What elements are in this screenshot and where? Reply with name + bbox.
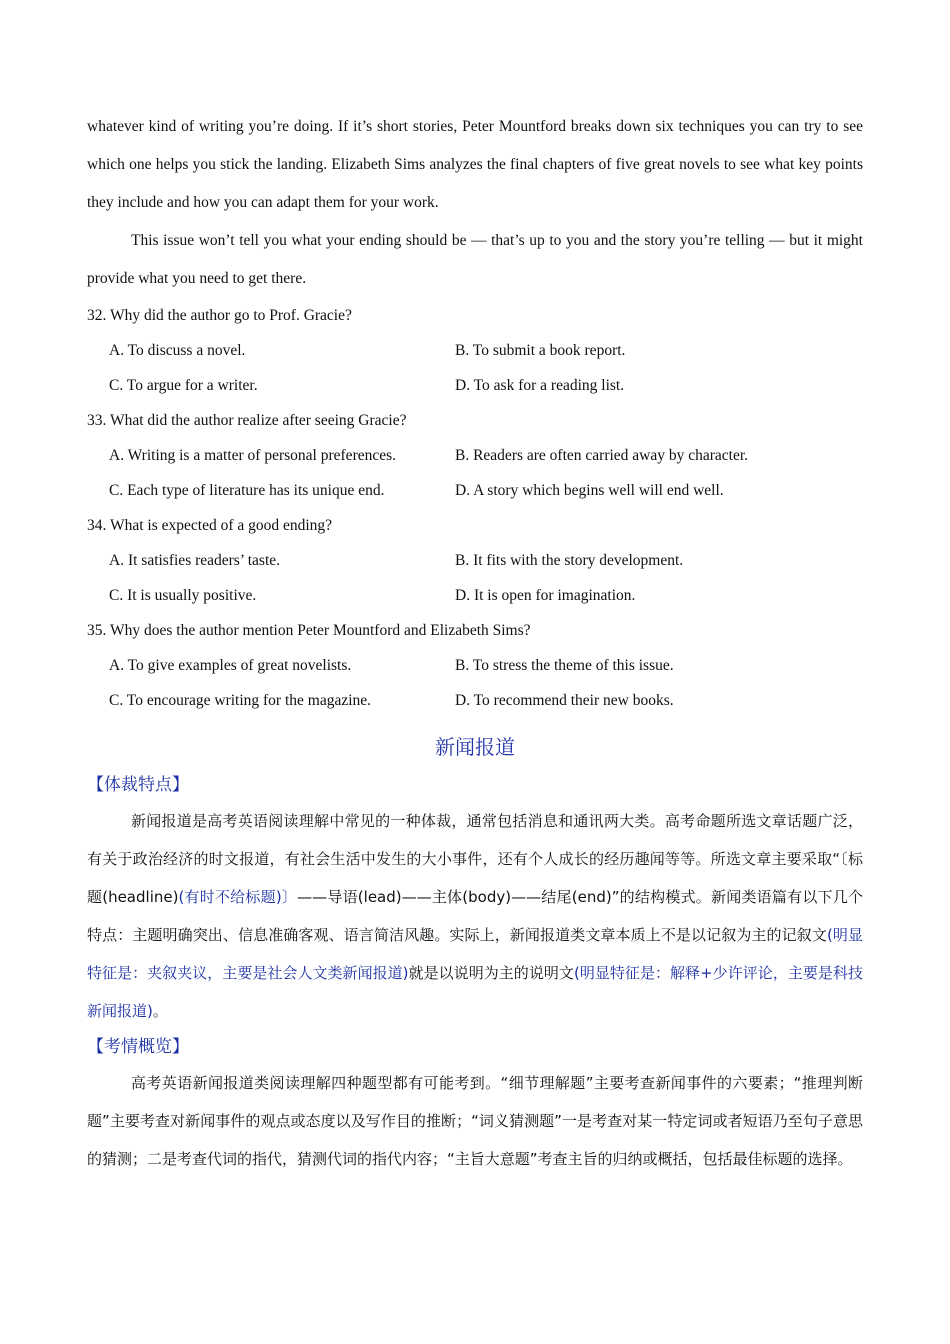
question-34 [87, 508, 863, 613]
option-c: C. To encourage writing for the magazine. [109, 692, 372, 709]
genre-features-heading: 【体裁特点】 [87, 775, 189, 795]
exam-overview-paragraph: 高考英语新闻报道类阅读理解四种题型都有可能考到。“细节理解题”主要考查新闻事件的六要素；“推理判断题”主要考查对新闻事件的观点或态度以及写作目的推断；“词义猜测题”一是考查对某一特定词或者短语乃至句子意思的猜测；二是考查代词的指代，猜测代词的指代内容；“主旨大意题”考查主旨的归纳或概括，包括最佳标题的选择。 [87, 1074, 863, 1168]
option-b: B. It fits with the story development. [455, 552, 684, 569]
question-stem: 35. Why does the author mention Peter Mountford and Elizabeth Sims? [87, 622, 531, 639]
option-d: D. A story which begins well will end well. [455, 482, 724, 499]
option-b: B. Readers are often carried away by character. [455, 447, 749, 464]
highlight-note: (明显特征是：解释+少许评论，主要是科技新闻报道) [87, 964, 863, 1020]
question-33 [87, 403, 863, 508]
option-row [87, 333, 863, 368]
option-b: B. To stress the theme of this issue. [455, 657, 674, 674]
option-c: C. Each type of literature has its unique end. [109, 482, 385, 499]
option-row [87, 543, 863, 578]
passage-paragraph: whatever kind of writing you’re doing. If it’s short stories, Peter Mountford breaks down six techniques you can try to see which one helps you stick the landing. Elizabeth Sims analyzes the final chapters of five great novels to see what key points they include and how you can adapt them for your work. [87, 118, 863, 211]
option-row [87, 473, 863, 508]
question-stem: 33. What did the author realize after seeing Gracie? [87, 412, 407, 429]
option-d: D. To recommend their new books. [455, 692, 674, 709]
option-row [87, 368, 863, 403]
exam-overview-heading: 【考情概览】 [87, 1037, 189, 1057]
option-row [87, 578, 863, 613]
genre-section [87, 768, 863, 1178]
option-c: C. To argue for a writer. [109, 377, 258, 394]
option-row [87, 683, 863, 718]
option-b: B. To submit a book report. [455, 342, 626, 359]
highlight-note: (有时不给标题)〕 [178, 888, 298, 906]
text-run: ——导语(lead)——主体(body)——结尾(end)”的结构模式。新闻类语篇有以下几个特点：主题明确突出、信息准确客观、语言简洁风趣。实际上，新闻报道类文章本质上不是以记叙为主的记叙文 [87, 888, 863, 944]
highlight-note: (明显特征是：夹叙夹议，主要是社会人文类新闻报道) [87, 926, 863, 982]
question-35 [87, 613, 863, 718]
text-run: 。 [152, 1002, 168, 1020]
option-row [87, 648, 863, 683]
option-c: C. It is usually positive. [109, 587, 257, 604]
text-run: 就是以说明为主的说明文 [408, 964, 574, 982]
option-a: A. To give examples of great novelists. [109, 657, 352, 674]
reading-passage [87, 108, 863, 718]
option-row [87, 438, 863, 473]
option-a: A. It satisfies readers’ taste. [109, 552, 281, 569]
option-d: D. To ask for a reading list. [455, 377, 625, 394]
option-d: D. It is open for imagination. [455, 587, 636, 604]
question-32 [87, 298, 863, 403]
passage-paragraph: This issue won’t tell you what your ending should be — that’s up to you and the story you’re telling — but it might provide what you need to get there. [87, 232, 863, 287]
option-a: A. To discuss a novel. [109, 342, 246, 359]
text-run: 新闻报道是高考英语阅读理解中常见的一种体裁，通常包括消息和通讯两大类。高考命题所选文章话题广泛，有关于政治经济的时文报道，有社会生活中发生的大小事件，还有个人成长的经历趣闻等等。所选文章主要采取“〔标题(headline) [87, 812, 863, 906]
genre-features-paragraph [87, 802, 863, 1030]
option-a: A. Writing is a matter of personal preferences. [109, 447, 397, 464]
section-title: 新闻报道 [435, 735, 515, 759]
document-page [87, 108, 863, 1178]
question-stem: 34. What is expected of a good ending? [87, 517, 333, 534]
question-stem: 32. Why did the author go to Prof. Gracie? [87, 307, 352, 324]
